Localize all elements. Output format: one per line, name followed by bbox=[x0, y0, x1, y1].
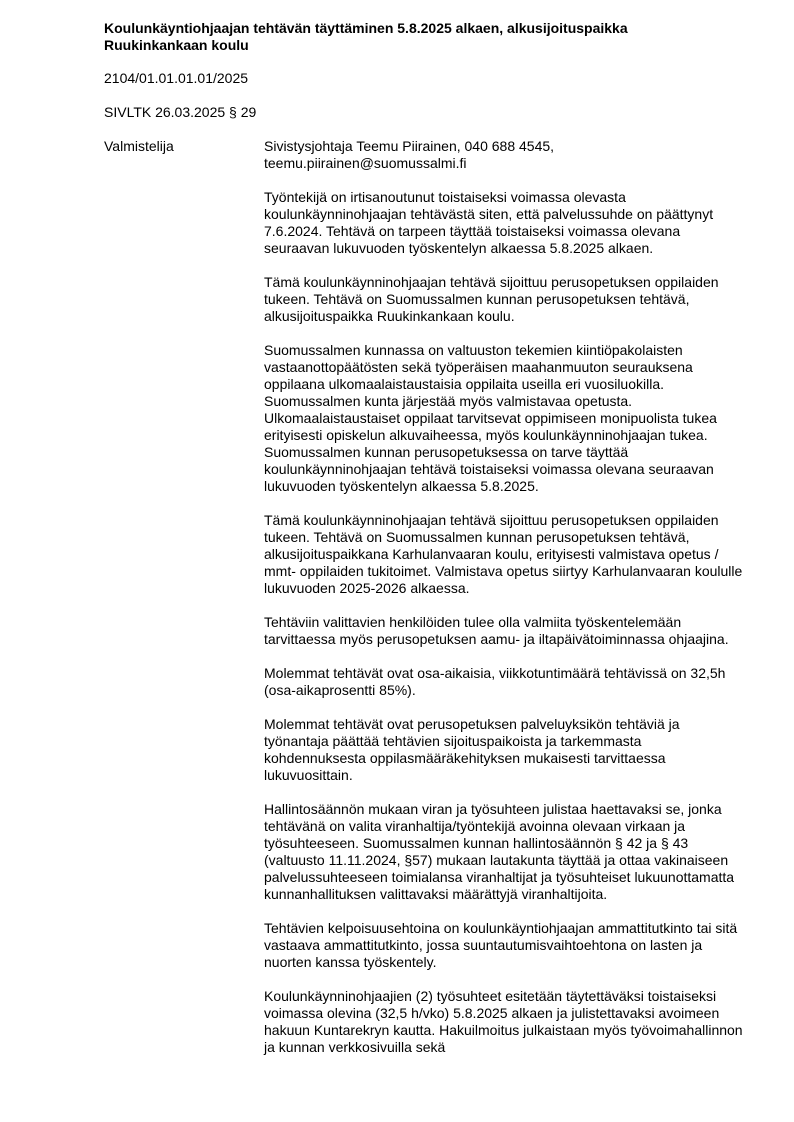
body-paragraph: Tehtävien kelpoisuusehtoina on koulunkäyntiohjaajan ammattitutkinto tai sitä vastaava ammattitutkinto, jossa suuntautumisvaihtoehtona on lasten ja nuorten kanssa työskentely. bbox=[264, 920, 738, 970]
title-line-2: Ruukinkankaan koulu bbox=[104, 37, 249, 53]
document-body bbox=[264, 138, 744, 1073]
meeting-reference: SIVLTK 26.03.2025 § 29 bbox=[104, 104, 257, 120]
body-paragraph: Tehtäviin valittavien henkilöiden tulee olla valmiita työskentelemään tarvittaessa myös perusopetuksen aamu- ja iltapäivätoiminnassa ohjaajina. bbox=[264, 614, 729, 647]
preparer-email: teemu.piirainen@suomussalmi.fi bbox=[264, 155, 467, 171]
body-paragraph: Hallintosäännön mukaan viran ja työsuhteen julistaa haettavaksi se, jonka tehtävänä on valita viranhaltija/työntekijä avoinna olevaan virkaan ja työsuhteeseen. Suomussalmen kunnan hallintosäännön § 42 ja § 43 (valtuusto 11.11.2024, §57) mukaan lautakunta täyttää ja ottaa vakinaiseen palvelussuhteeseen toimialansa viranhaltijat ja työsuhteiset lukuunottamatta kunnanhallituksen valittavaksi määrättyjä viranhaltijoita. bbox=[264, 801, 735, 902]
body-paragraph: Koulunkäynninohjaajien (2) työsuhteet esitetään täytettäväksi toistaiseksi voimassa olevina (32,5 h/vko) 5.8.2025 alkaen ja julistettavaksi avoimeen hakuun Kuntarekryn kautta. Hakuilmoitus julkaistaan myös työvoimahallinnon ja kunnan verkkosivuilla sekä bbox=[264, 988, 743, 1055]
preparer-info bbox=[264, 138, 744, 172]
preparer-label: Valmistelija bbox=[104, 138, 174, 154]
record-number: 2104/01.01.01.01/2025 bbox=[104, 70, 249, 86]
body-paragraph: Tämä koulunkäynninohjaajan tehtävä sijoittuu perusopetuksen oppilaiden tukeen. Tehtävä on Suomussalmen kunnan perusopetuksen tehtävä, alkusijoituspaikka Ruukinkankaan koulu. bbox=[264, 274, 719, 324]
body-paragraph: Molemmat tehtävät ovat perusopetuksen palveluyksikön tehtäviä ja työnantaja päättää tehtävien sijoituspaikoista ja tarkemmasta kohdennuksesta oppilasmääräkehityksen mukaisesti tarvittaessa lukuvuosittain. bbox=[264, 716, 680, 783]
body-paragraph: Molemmat tehtävät ovat osa-aikaisia, viikkotuntimäärä tehtävissä on 32,5h (osa-aikaprosentti 85%). bbox=[264, 665, 726, 698]
body-paragraph: Tämä koulunkäynninohjaajan tehtävä sijoittuu perusopetuksen oppilaiden tukeen. Tehtävä on Suomussalmen kunnan perusopetuksen tehtävä, alkusijoituspaikkana Karhulanvaaran koulu, erityisesti valmistava opetus / mmt- oppilaiden tukitoimet. Valmistava opetus siirtyy Karhulanvaaran koululle lukuvuoden 2025-2026 alkaessa. bbox=[264, 512, 743, 596]
body-paragraph: Työntekijä on irtisanoutunut toistaiseksi voimassa olevasta koulunkäynninohjaajan tehtävästä siten, että palvelussuhde on päättynyt 7.6.2024. Tehtävä on tarpeen täyttää toistaiseksi voimassa olevana seuraavan lukuvuoden työskentelyn alkaessa 5.8.2025 alkaen. bbox=[264, 189, 714, 256]
body-paragraph: Suomussalmen kunnassa on valtuuston tekemien kiintiöpakolaisten vastaanottopäätösten sekä työperäisen maahanmuuton seurauksena oppilaana ulkomaalaistaustaisia oppilaita useilla eri vuosiluokilla. Suomussalmen kunta järjestää myös valmistavaa opetusta. Ulkomaalaistaustaiset oppilaat tarvitsevat oppimiseen monipuolista tukea erityisesti opiskelun alkuvaiheessa, myös koulunkäynninohjaajan tukea. Suomussalmen kunnan perusopetuksessa on tarve täyttää koulunkäynninohjaajan tehtävä toistaiseksi voimassa olevana seuraavan lukuvuoden työskentelyn alkaessa 5.8.2025. bbox=[264, 342, 717, 494]
title-line-1: Koulunkäyntiohjaajan tehtävän täyttäminen 5.8.2025 alkaen, alkusijoituspaikka bbox=[104, 20, 628, 36]
document-title bbox=[104, 20, 724, 54]
preparer-name-phone: Sivistysjohtaja Teemu Piirainen, 040 688 4545, bbox=[264, 138, 555, 154]
